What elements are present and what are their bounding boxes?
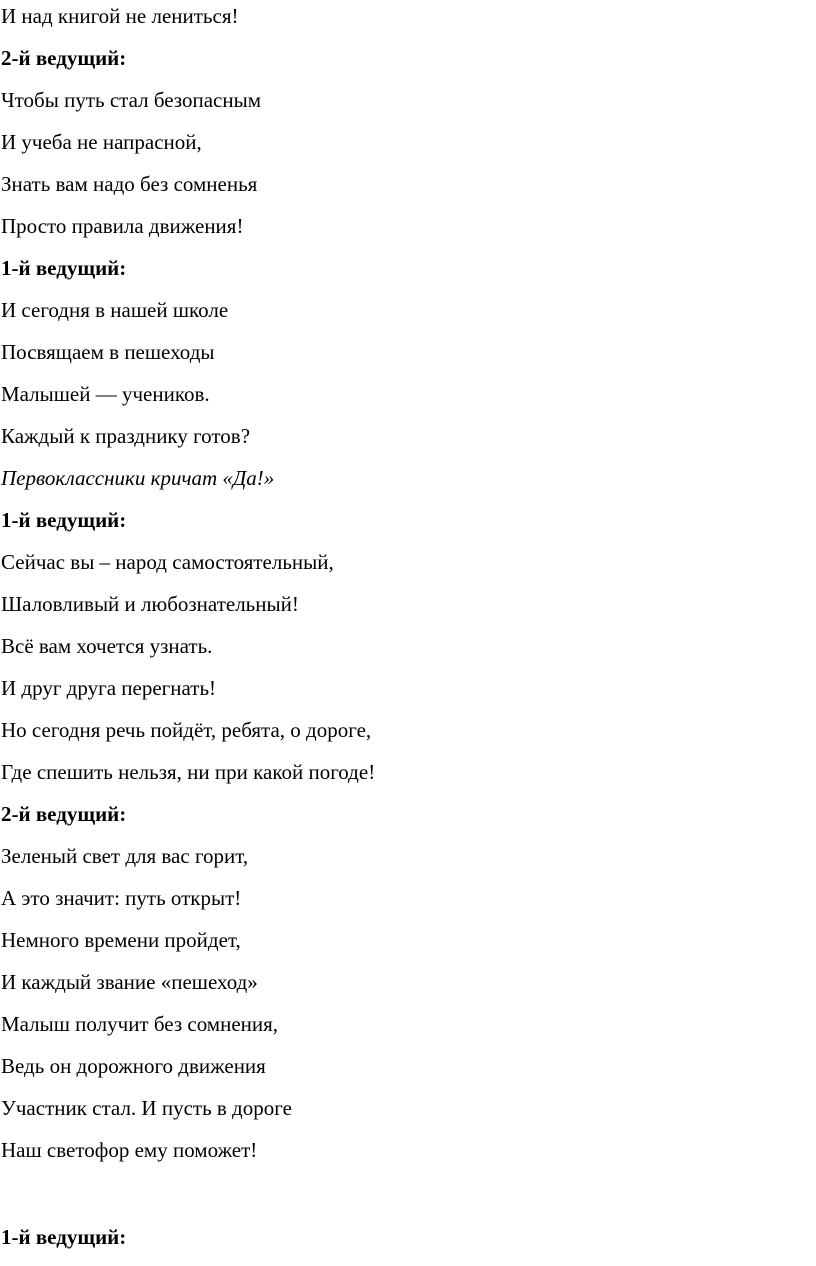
- text-line: Каждый к празднику готов?: [1, 424, 251, 448]
- text-line: Всё вам хочется узнать.: [1, 634, 213, 658]
- speaker-label: 1-й ведущий:: [1, 508, 127, 532]
- text-line: И сегодня в нашей школе: [1, 298, 229, 322]
- text-line: И учеба не напрасной,: [1, 130, 202, 154]
- text-line: Зеленый свет для вас горит,: [1, 844, 249, 868]
- text-line: И над книгой не лениться!: [1, 4, 239, 28]
- speaker-label: 2-й ведущий:: [1, 46, 127, 70]
- text-line: Ведь он дорожного движения: [1, 1054, 266, 1078]
- text-line: Просто правила движения!: [1, 214, 244, 238]
- text-line: Сейчас вы – народ самостоятельный,: [1, 550, 334, 574]
- text-line: И друг друга перегнать!: [1, 676, 217, 700]
- speaker-label: 1-й ведущий:: [1, 1225, 127, 1249]
- text-line: Знать вам надо без сомненья: [1, 172, 258, 196]
- text-line: Шаловливый и любознательный!: [1, 592, 299, 616]
- text-line: Малышей — учеников.: [1, 382, 210, 406]
- text-line: Посвящаем в пешеходы: [1, 340, 215, 364]
- speaker-label: 2-й ведущий:: [1, 802, 127, 826]
- text-line: Участник стал. И пусть в дороге: [1, 1096, 292, 1120]
- text-line: Но сегодня речь пойдёт, ребята, о дороге,: [1, 718, 372, 742]
- text-line: Малыш получит без сомнения,: [1, 1012, 279, 1036]
- speaker-label: 1-й ведущий:: [1, 256, 127, 280]
- text-line: Где спешить нельзя, ни при какой погоде!: [1, 760, 376, 784]
- text-line: Немного времени пройдет,: [1, 928, 241, 952]
- text-line: Чтобы путь стал безопасным: [1, 88, 261, 112]
- text-line: А это значит: путь открыт!: [1, 886, 242, 910]
- text-line: Наш светофор ему поможет!: [1, 1138, 258, 1162]
- stage-direction: Первоклассники кричат «Да!»: [1, 466, 275, 490]
- text-line: И каждый звание «пешеход»: [1, 970, 258, 994]
